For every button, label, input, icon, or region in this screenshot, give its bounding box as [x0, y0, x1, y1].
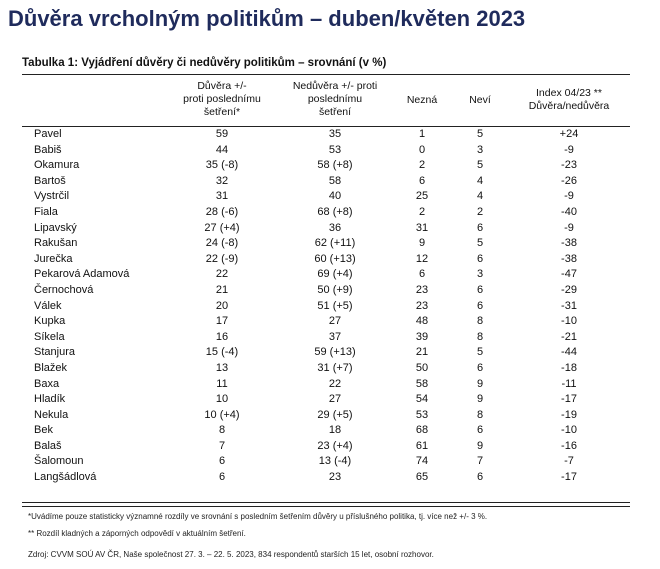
dontknow-value: 9: [476, 393, 484, 406]
dontknow-value: 5: [476, 346, 484, 359]
distrust-value: 27: [328, 393, 342, 406]
distrust-value: 58: [328, 174, 342, 187]
trust-value: 20: [215, 299, 229, 312]
unknown-value: 54: [415, 393, 429, 406]
unknown-value: 58: [415, 377, 429, 390]
politician-name: Okamura: [34, 159, 80, 172]
table-top-rule: [22, 74, 630, 75]
dontknow-value: 6: [476, 299, 484, 312]
table-row: [22, 314, 630, 330]
distrust-value: 27: [328, 315, 342, 328]
table-row: [22, 361, 630, 377]
unknown-value: 23: [415, 283, 429, 296]
unknown-value: 50: [415, 361, 429, 374]
unknown-value: 48: [415, 315, 429, 328]
trust-value: 59: [215, 128, 229, 140]
table-caption: Tabulka 1: Vyjádření důvěry či nedůvěry politikům – srovnání (v %): [22, 57, 387, 69]
trust-value: 24 (-8): [205, 237, 239, 250]
distrust-value: 23: [328, 471, 342, 484]
politician-name: Langšádlová: [34, 471, 97, 484]
footnote-index: ** Rozdíl kladných a záporných odpovědí v aktuálním šetření.: [28, 529, 246, 538]
header-unknown: Nezná: [406, 94, 438, 106]
table-row: [22, 423, 630, 439]
header-distrust-line1: Nedůvěra +/- proti: [292, 80, 378, 92]
index-value: -19: [561, 408, 577, 421]
unknown-value: 2: [418, 159, 426, 172]
trust-value: 10: [215, 393, 229, 406]
trust-value: 8: [218, 424, 226, 437]
unknown-value: 39: [415, 330, 429, 343]
header-distrust-line2: poslednímu: [307, 93, 363, 105]
dontknow-value: 3: [476, 143, 484, 156]
table-row: [22, 470, 630, 486]
index-value: -38: [561, 252, 577, 265]
index-value: -16: [561, 439, 577, 452]
index-value: -21: [561, 330, 577, 343]
politician-name: Baxa: [34, 377, 60, 390]
distrust-value: 35: [328, 128, 342, 140]
unknown-value: 0: [418, 143, 426, 156]
trust-value: 32: [215, 174, 229, 187]
page-title: Důvěra vrcholným politikům – duben/květen 2023: [8, 6, 526, 31]
politician-name: Bartoš: [34, 174, 66, 187]
unknown-value: 65: [415, 471, 429, 484]
unknown-value: 68: [415, 424, 429, 437]
politician-name: Válek: [34, 299, 62, 312]
index-value: -40: [561, 205, 577, 218]
index-value: -9: [564, 143, 574, 156]
header-trust-line1: Důvěra +/-: [197, 80, 247, 92]
header-distrust: [280, 80, 390, 119]
trust-value: 10 (+4): [204, 408, 240, 421]
table-row: [22, 236, 630, 252]
politician-name: Bek: [34, 424, 53, 437]
politician-name: Babiš: [34, 143, 62, 156]
dontknow-value: 5: [476, 128, 484, 140]
unknown-value: 9: [418, 237, 426, 250]
distrust-value: 40: [328, 190, 342, 203]
dontknow-value: 4: [476, 174, 484, 187]
index-value: -17: [561, 393, 577, 406]
table-row: [22, 454, 630, 470]
table-row: [22, 283, 630, 299]
index-value: -47: [561, 268, 577, 281]
index-value: -10: [561, 424, 577, 437]
unknown-value: 31: [415, 221, 429, 234]
index-value: -29: [561, 283, 577, 296]
distrust-value: 62 (+11): [314, 237, 356, 250]
distrust-value: 68 (+8): [317, 205, 353, 218]
header-distrust-line3: šetření: [318, 106, 352, 118]
header-index-line1: Index 04/23 **: [536, 87, 602, 99]
distrust-value: 23 (+4): [317, 439, 353, 452]
dontknow-value: 5: [476, 159, 484, 172]
index-value: -31: [561, 299, 577, 312]
distrust-value: 69 (+4): [317, 268, 353, 281]
distrust-value: 59 (+13): [314, 346, 356, 359]
unknown-value: 21: [415, 346, 429, 359]
dontknow-value: 7: [476, 455, 484, 468]
distrust-value: 50 (+9): [317, 283, 353, 296]
unknown-value: 25: [415, 190, 429, 203]
index-value: -9: [564, 190, 574, 203]
trust-value: 22: [215, 268, 229, 281]
table-row: [22, 205, 630, 221]
trust-value: 6: [218, 471, 226, 484]
politician-name: Blažek: [34, 361, 68, 374]
dontknow-value: 6: [476, 424, 484, 437]
table-row: [22, 439, 630, 455]
index-value: -7: [564, 455, 574, 468]
header-index: [508, 87, 630, 113]
politician-name: Lipavský: [34, 221, 77, 234]
index-value: -38: [561, 237, 577, 250]
unknown-value: 1: [418, 128, 426, 140]
politician-name: Nekula: [34, 408, 69, 421]
dontknow-value: 8: [476, 315, 484, 328]
unknown-value: 23: [415, 299, 429, 312]
distrust-value: 36: [328, 221, 342, 234]
index-value: -44: [561, 346, 577, 359]
table-row: [22, 158, 630, 174]
politician-name: Stanjura: [34, 346, 75, 359]
trust-value: 17: [215, 315, 229, 328]
header-index-line2: Důvěra/nedůvěra: [528, 100, 610, 112]
trust-value: 21: [215, 283, 229, 296]
politician-name: Fiala: [34, 205, 58, 218]
index-value: -26: [561, 174, 577, 187]
table-row: [22, 408, 630, 424]
table-row: [22, 330, 630, 346]
politician-name: Šalomoun: [34, 455, 84, 468]
dontknow-value: 4: [476, 190, 484, 203]
trust-value: 22 (-9): [205, 252, 239, 265]
footnote-significance: *Uvádíme pouze statisticky významné rozdíly ve srovnání s posledním šetřením důvěry u příslušného politika, tj. více než +/- 3 %.: [28, 512, 488, 521]
dontknow-value: 6: [476, 471, 484, 484]
dontknow-value: 2: [476, 205, 484, 218]
distrust-value: 22: [328, 377, 342, 390]
politician-name: Rakušan: [34, 237, 78, 250]
trust-value: 13: [215, 361, 229, 374]
politician-name: Vystrčil: [34, 190, 70, 203]
unknown-value: 2: [418, 205, 426, 218]
distrust-value: 51 (+5): [317, 299, 353, 312]
trust-value: 11: [216, 377, 228, 390]
table-row: [22, 127, 630, 143]
table-row: [22, 299, 630, 315]
table-bottom-rule: [22, 502, 630, 503]
table-row: [22, 392, 630, 408]
politician-name: Hladík: [34, 393, 66, 406]
distrust-value: 31 (+7): [317, 361, 353, 374]
trust-value: 15 (-4): [205, 346, 239, 359]
unknown-value: 53: [415, 408, 429, 421]
table-row: [22, 189, 630, 205]
unknown-value: 12: [415, 252, 429, 265]
trust-value: 28 (-6): [205, 205, 239, 218]
source-note: Zdroj: CVVM SOÚ AV ČR, Naše společnost 27. 3. – 22. 5. 2023, 834 respondentů starších 15 let, osobní rozhovor.: [28, 550, 434, 559]
distrust-value: 58 (+8): [317, 159, 353, 172]
index-value: -17: [561, 471, 577, 484]
index-value: -18: [561, 361, 577, 374]
politician-name: Pavel: [34, 128, 62, 140]
dontknow-value: 6: [476, 252, 484, 265]
index-value: -9: [564, 221, 574, 234]
distrust-value: 37: [328, 330, 342, 343]
trust-value: 16: [215, 330, 229, 343]
trust-value: 6: [218, 455, 226, 468]
dontknow-value: 6: [476, 361, 484, 374]
politician-name: Síkela: [34, 330, 65, 343]
header-trust-line3: šetření*: [203, 106, 241, 118]
trust-value: 31: [215, 190, 229, 203]
politician-name: Kupka: [34, 315, 66, 328]
header-trust: [168, 80, 276, 119]
trust-value: 44: [215, 143, 229, 156]
politician-name: Pekarová Adamová: [34, 268, 130, 281]
dontknow-value: 6: [476, 283, 484, 296]
trust-value: 35 (-8): [205, 159, 239, 172]
distrust-value: 18: [328, 424, 342, 437]
dontknow-value: 6: [476, 221, 484, 234]
unknown-value: 6: [418, 268, 426, 281]
index-value: +24: [559, 128, 579, 140]
dontknow-value: 8: [476, 330, 484, 343]
politician-name: Černochová: [34, 283, 94, 296]
index-value: -10: [561, 315, 577, 328]
politician-name: Jurečka: [34, 252, 73, 265]
trust-value: 27 (+4): [204, 221, 240, 234]
trust-value: 7: [218, 439, 226, 452]
table-body: [22, 127, 630, 486]
table-row: [22, 221, 630, 237]
dontknow-value: 5: [476, 237, 484, 250]
unknown-value: 61: [415, 439, 429, 452]
unknown-value: 74: [415, 455, 429, 468]
table-footer-rule: [22, 506, 630, 507]
politician-name: Balaš: [34, 439, 62, 452]
header-dontknow: Neví: [469, 94, 491, 106]
distrust-value: 13 (-4): [318, 455, 352, 468]
dontknow-value: 9: [476, 439, 484, 452]
table-row: [22, 143, 630, 159]
table-row: [22, 267, 630, 283]
header-trust-line2: proti poslednímu: [183, 93, 261, 105]
distrust-value: 29 (+5): [317, 408, 353, 421]
distrust-value: 53: [328, 143, 342, 156]
dontknow-value: 8: [476, 408, 484, 421]
dontknow-value: 3: [476, 268, 484, 281]
index-value: -11: [561, 377, 577, 390]
unknown-value: 6: [418, 174, 426, 187]
index-value: -23: [561, 159, 577, 172]
table-row: [22, 345, 630, 361]
table-row: [22, 252, 630, 268]
distrust-value: 60 (+13): [314, 252, 356, 265]
table-row: [22, 174, 630, 190]
table-row: [22, 377, 630, 393]
dontknow-value: 9: [476, 377, 484, 390]
